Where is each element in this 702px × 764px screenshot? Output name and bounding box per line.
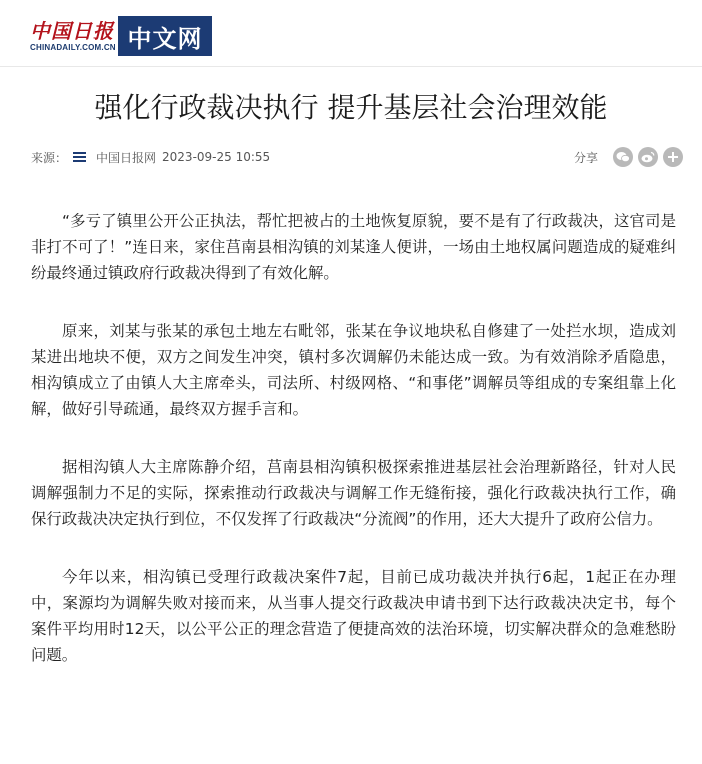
logo-english-text: CHINADAILY.COM.CN xyxy=(30,43,116,52)
article-paragraph: 今年以来，相沟镇已受理行政裁决案件7起，目前已成功裁决并执行6起，1起正在办理中，案源均为调解失败对接而来，从当事人提交行政裁决申请书到下达行政裁决决定书，每个案件平均用时12天，以公平公正的理念营造了便捷高效的法治环境，切实解决群众的急难愁盼问题。 xyxy=(31,568,676,664)
article-paragraph: 据相沟镇人大主席陈静介绍，莒南县相沟镇积极探索推进基层社会治理新路径，针对人民调解强制力不足的实际，探索推动行政裁决与调解工作无缝衔接，强化行政裁决执行工作，确保行政裁决决定执行到位，不仅发挥了行政裁决“分流阀”的作用，还大大提升了政府公信力。 xyxy=(31,458,676,528)
article-paragraph: “多亏了镇里公开公正执法，帮忙把被占的土地恢复原貌，要不是有了行政裁决，这官司是非打不可了！”连日来，家住莒南县相沟镇的刘某逢人便讲，一场由土地权属问题造成的疑难纠纷最终通过镇政府行政裁决得到了有效化解。 xyxy=(31,212,676,282)
source-logo-icon xyxy=(73,151,86,164)
article-meta xyxy=(31,148,270,166)
source-name[interactable]: 中国日报网 xyxy=(96,150,157,165)
weibo-icon[interactable] xyxy=(638,147,658,167)
plus-icon[interactable] xyxy=(663,147,683,167)
share-label: 分享 xyxy=(573,150,598,165)
article-title: 强化行政裁决执行 提升基层社会治理效能 xyxy=(94,91,608,124)
publish-datetime: 2023-09-25 10:55 xyxy=(162,150,271,164)
chinadaily-logo[interactable] xyxy=(30,16,212,56)
logo-chinese-text: 中国日报 xyxy=(30,19,114,43)
logo-wordmark xyxy=(30,16,116,56)
article-paragraph: 原来，刘某与张某的承包土地左右毗邻，张某在争议地块私自修建了一处拦水坝，造成刘某进出地块不便，双方之间发生冲突，镇村多次调解仍未能达成一致。为有效消除矛盾隐患，相沟镇成立了由镇人大主席牵头，司法所、村级网格、“和事佬”调解员等组成的专案组靠上化解，做好引导疏通，最终双方握手言和。 xyxy=(31,322,676,418)
source-label: 来源： xyxy=(31,150,68,165)
logo-site-name: 中文网 xyxy=(118,16,212,56)
article-body xyxy=(31,208,676,700)
share-bar xyxy=(574,146,683,168)
wechat-icon[interactable] xyxy=(613,147,633,167)
site-header xyxy=(0,0,702,67)
